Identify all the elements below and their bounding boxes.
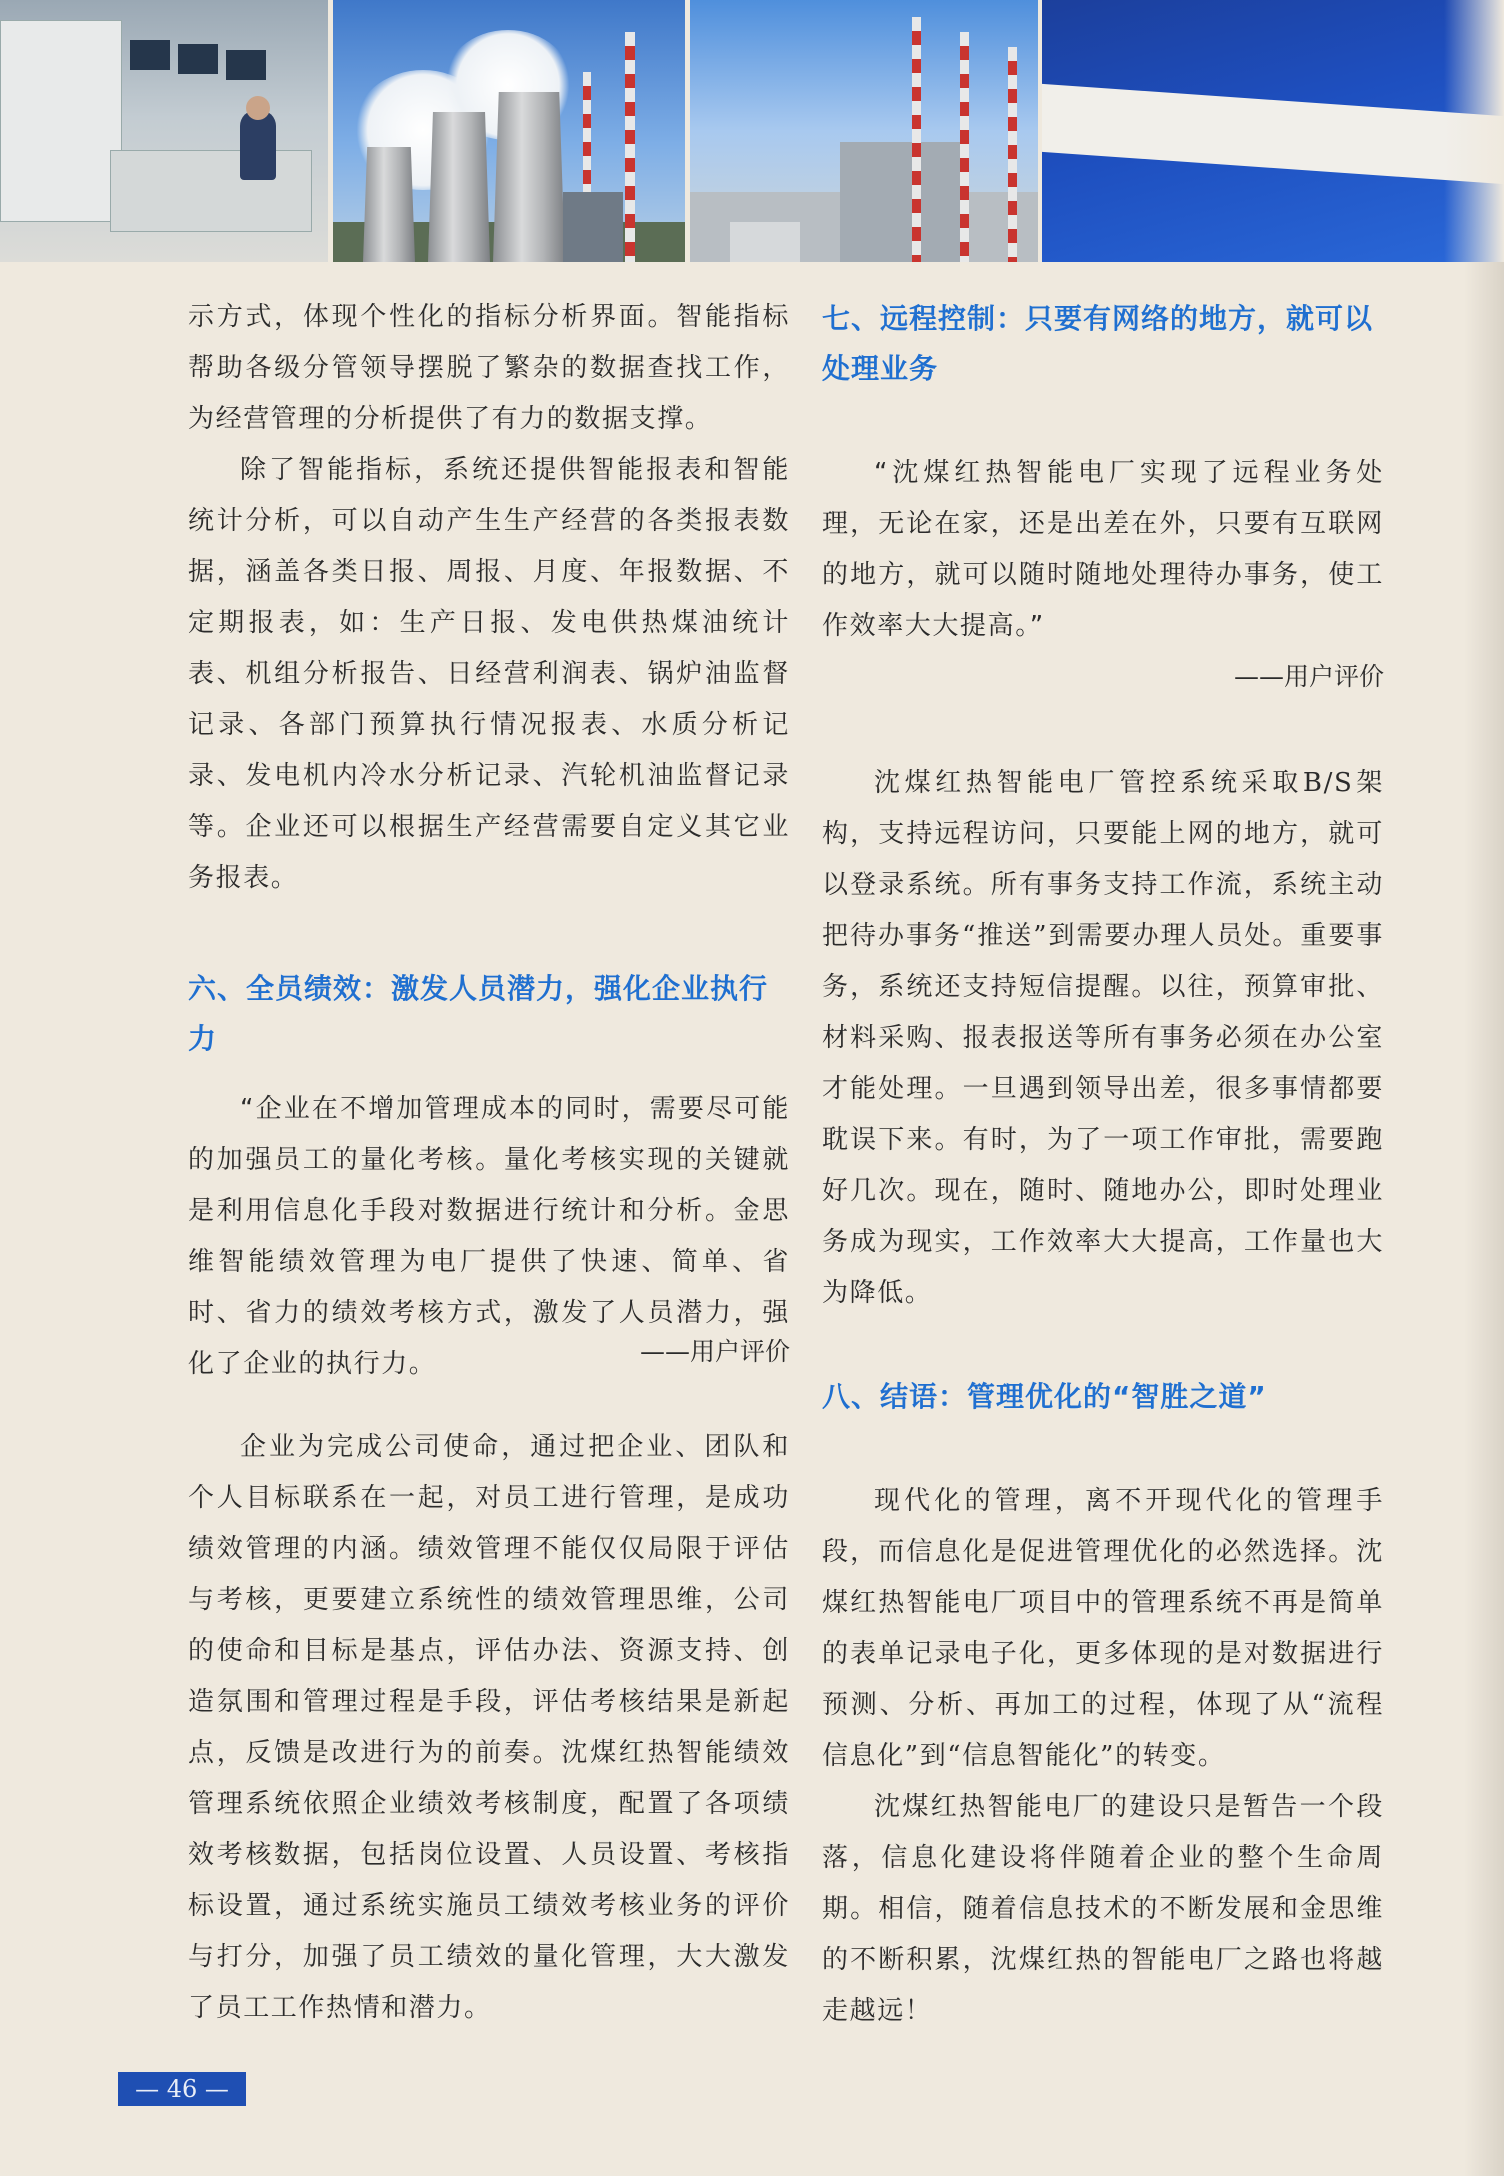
paragraph-conclusion-1: 现代化的管理，离不开现代化的管理手段，而信息化是促进管理优化的必然选择。沈煤红热智能电厂项目中的管理系统不再是简单的表单记录电子化，更多体现的是对数据进行预测、分析、再加工的过程，体现了从“流程信息化”到“信息智能化”的转变。 bbox=[822, 1486, 1384, 1771]
quote-section-6: “企业在不增加管理成本的同时，需要尽可能的加强员工的量化考核。量化考核实现的关键就是利用信息化手段对数据进行统计和分析。金思维智能绩效管理为电厂提供了快速、简单、省时、省力的绩效考核方式，激发了人员潜力，强化了企业的执行力。 bbox=[188, 1094, 790, 1379]
heading-section-7: 七、远程控制：只要有网络的地方，就可以处理业务 bbox=[822, 302, 1374, 385]
paragraph-intro: 示方式，体现个性化的指标分析界面。智能指标帮助各级分管领导摆脱了繁杂的数据查找工作，为经营管理的分析提供了有力的数据支撑。 bbox=[188, 302, 790, 434]
paragraph-performance: 企业为完成公司使命，通过把企业、团队和个人目标联系在一起，对员工进行管理，是成功绩效管理的内涵。绩效管理不能仅仅局限于评估与考核，更要建立系统性的绩效管理思维，公司的使命和目标是基点，评估办法、资源支持、创造氛围和管理过程是手段，评估考核结果是新起点，反馈是改进行为的前奏。沈煤红热智能绩效管理系统依照企业绩效考核制度，配置了各项绩效考核数据，包括岗位设置、人员设置、考核指标设置，通过系统实施员工绩效考核业务的评价与打分，加强了员工绩效的量化管理，大大激发了员工工作热情和潜力。 bbox=[188, 1432, 790, 2023]
power-plant-photo bbox=[690, 0, 1038, 262]
paragraph-remote-access: 沈煤红热智能电厂管控系统采取B/S架构，支持远程访问，只要能上网的地方，就可以登录系统。所有事务支持工作流，系统主动把待办事务“推送”到需要办理人员处。重要事务，系统还支持短信提醒。以往，预算审批、材料采购、报表报送等所有事务必须在办公室才能处理。一旦遇到领导出差，很多事情都要耽误下来。有时，为了一项工作审批，需要跑好几次。现在，随时、随地办公，即时处理业务成为现实，工作效率大大提高，工作量也大为降低。 bbox=[822, 768, 1384, 1308]
paragraph-smart-reports: 除了智能指标，系统还提供智能报表和智能统计分析，可以自动产生生产经营的各类报表数据，涵盖各类日报、周报、月度、年报数据、不定期报表，如：生产日报、发电供热煤油统计表、机组分析报告、日经营利润表、锅炉油监督记录、各部门预算执行情况报表、水质分析记录、发电机内冷水分析记录、汽轮机油监督记录等。企业还可以根据生产经营需要自定义其它业务报表。 bbox=[188, 455, 790, 893]
blue-corner-decoration bbox=[1042, 0, 1504, 262]
page-number: — 46 — bbox=[118, 2072, 246, 2106]
page-edge-shadow bbox=[1464, 262, 1504, 2176]
heading-section-6: 六、全员绩效：激发人员潜力，强化企业执行力 bbox=[188, 972, 769, 1055]
quote-attribution-7: ——用户评价 bbox=[1233, 662, 1384, 691]
quote-section-7: “沈煤红热智能电厂实现了远程业务处理，无论在家，还是出差在外，只要有互联网的地方，就可以随时随地处理待办事务，使工作效率大大提高。” bbox=[822, 458, 1384, 641]
control-room-photo bbox=[0, 0, 328, 262]
cooling-towers-photo bbox=[333, 0, 685, 262]
photo-banner bbox=[0, 0, 1504, 262]
quote-attribution-6: ——用户评价 bbox=[639, 1337, 790, 1366]
heading-section-8: 八、结语：管理优化的“智胜之道” bbox=[822, 1380, 1267, 1413]
paragraph-conclusion-2: 沈煤红热智能电厂的建设只是暂告一个段落，信息化建设将伴随着企业的整个生命周期。相信，随着信息技术的不断发展和金思维的不断积累，沈煤红热的智能电厂之路也将越走越远！ bbox=[822, 1792, 1384, 2026]
